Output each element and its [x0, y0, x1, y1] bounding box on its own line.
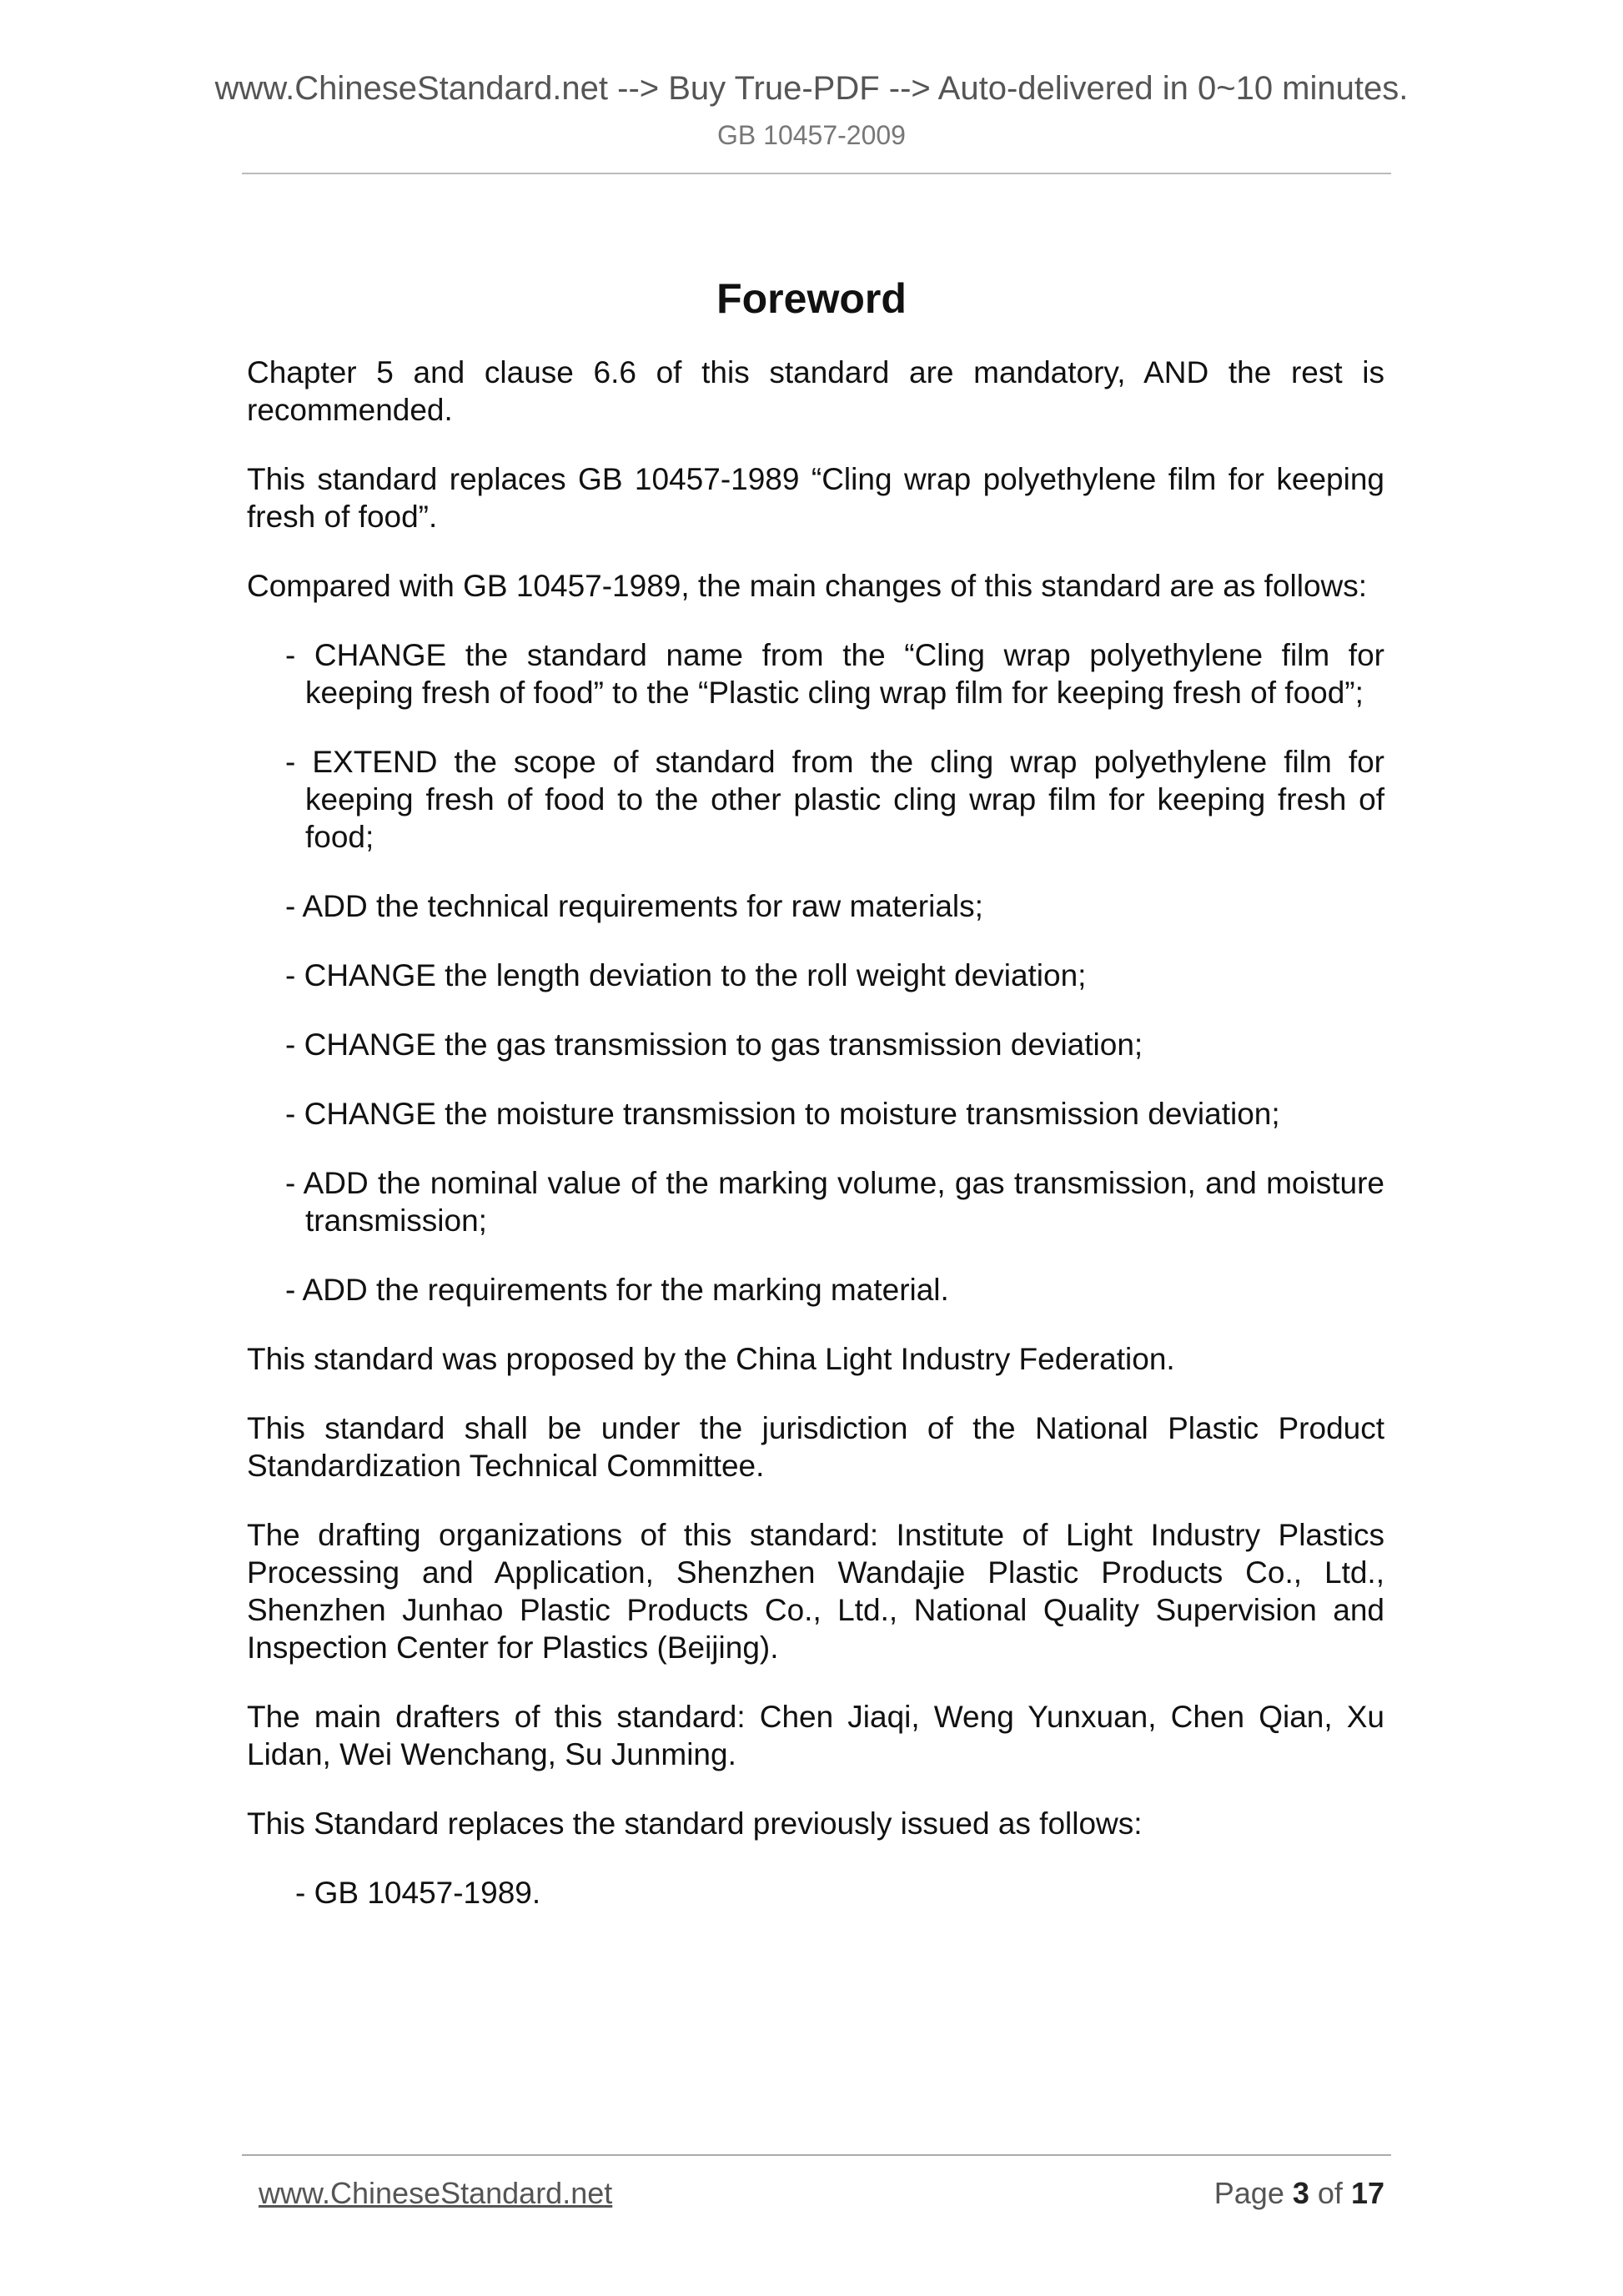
page-label: Page — [1213, 2176, 1284, 2210]
footer-divider — [242, 2154, 1391, 2156]
change-item: - ADD the technical requirements for raw materials; — [285, 889, 983, 923]
page-number — [1214, 2173, 1384, 2213]
paragraph-drafters: The main drafters of this standard: Chen Jiaqi, Weng Yunxuan, Chen Qian, Xu Lidan, Wei Wenchang, Su Junming. — [247, 1700, 1384, 1771]
previous-edition-item: - GB 10457-1989. — [295, 1876, 541, 1910]
change-item: - ADD the nominal value of the marking volume, gas transmission, and moisture transmission; — [285, 1166, 1384, 1238]
paragraph-replaces: This standard replaces GB 10457-1989 “Cling wrap polyethylene film for keeping fresh of food”. — [247, 462, 1384, 534]
paragraph-jurisdiction: This standard shall be under the jurisdiction of the National Plastic Product Standardization Technical Committee. — [247, 1411, 1384, 1483]
paragraph-changes-intro: Compared with GB 10457-1989, the main changes of this standard are as follows: — [247, 569, 1368, 603]
paragraph-mandatory: Chapter 5 and clause 6.6 of this standard are mandatory, AND the rest is recommended. — [247, 355, 1384, 427]
page-of: of — [1317, 2176, 1343, 2210]
footer-website-link[interactable]: www.ChineseStandard.net — [259, 2176, 613, 2210]
page-current: 3 — [1292, 2176, 1309, 2210]
page-total: 17 — [1350, 2176, 1384, 2210]
page-title: Foreword — [716, 275, 907, 322]
paragraph-previous-editions: This Standard replaces the standard previously issued as follows: — [247, 1806, 1143, 1841]
change-item: - CHANGE the gas transmission to gas transmission deviation; — [285, 1027, 1143, 1062]
change-item: - CHANGE the standard name from the “Cling wrap polyethylene film for keeping fresh of food” to the “Plastic cling wrap film for keeping fresh of food”; — [285, 638, 1384, 710]
change-item: - EXTEND the scope of standard from the cling wrap polyethylene film for keeping fresh of food to the other plastic cling wrap film for keeping fresh of food; — [285, 745, 1384, 854]
paragraph-drafting-organizations: The drafting organizations of this standard: Institute of Light Industry Plastics Processing and Application, Shenzhen Wandajie Plastic Products Co., Ltd., Shenzhen Junhao Plastic Products Co., Ltd., National Quality Supervision and Inspection Center for Plastics (Beijing). — [247, 1518, 1384, 1665]
paragraph-proposed: This standard was proposed by the China Light Industry Federation. — [247, 1342, 1175, 1376]
foreword-body — [247, 354, 1384, 1943]
header-divider — [242, 173, 1391, 174]
change-item: - ADD the requirements for the marking material. — [285, 1273, 949, 1307]
change-item: - CHANGE the moisture transmission to moisture transmission deviation; — [285, 1097, 1280, 1131]
change-item: - CHANGE the length deviation to the roll weight deviation; — [285, 958, 1087, 992]
header-banner: www.ChineseStandard.net --> Buy True-PDF --> Auto-delivered in 0~10 minutes. — [214, 70, 1409, 107]
standard-code: GB 10457-2009 — [717, 120, 906, 150]
